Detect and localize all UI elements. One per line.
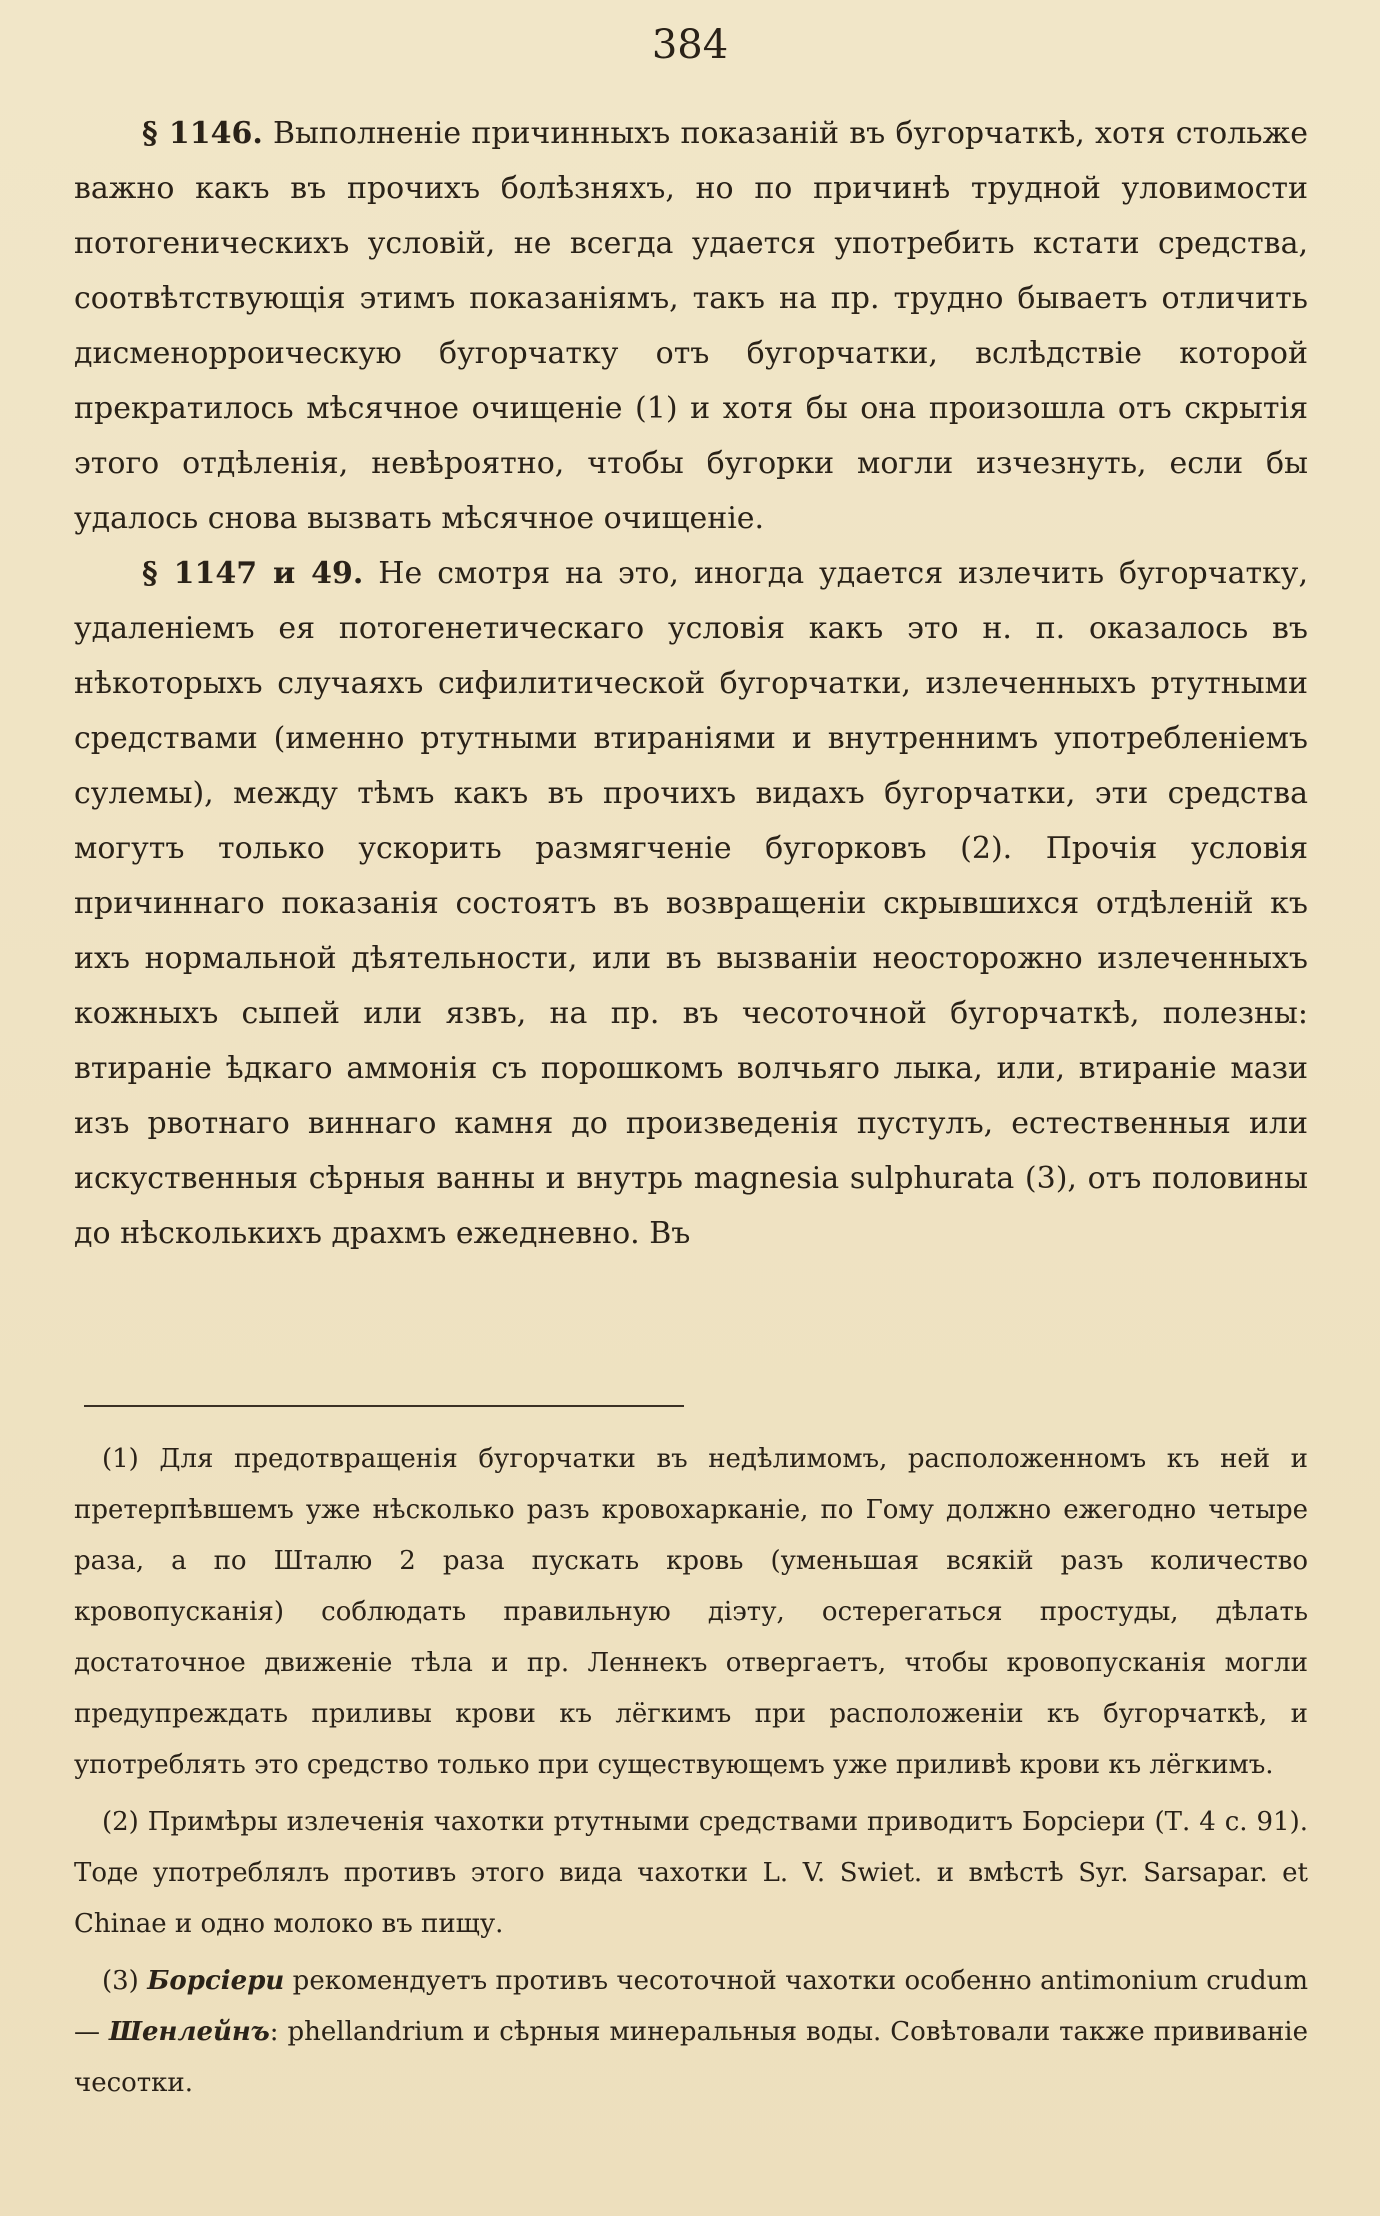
footnote-text: (3) (102, 1966, 148, 1996)
footnote-text: рекомендуетъ противъ чесоточной чахотки особенно antimonium crudum — (74, 1966, 1309, 2047)
paragraph-1147 (74, 546, 1308, 1261)
main-text (74, 106, 1308, 1261)
paragraph-text: Выполненіе причинныхъ показаній въ бугорчаткѣ, хотя стольже важно какъ въ прочихъ болѣзняхъ, но по причинѣ трудной уловимости потогеническихъ условій, не всегда удается употребить кстати средства, соотвѣтствующія этимъ показаніямъ, такъ на пр. трудно бываетъ отличить дисменорроическую бугорчатку отъ бугорчатки, вслѣдствіе которой прекратилось мѣсячное очищеніе (1) и хотя бы она произошла отъ скрытія этого отдѣленія, невѣроятно, чтобы бугорки могли изчезнуть, если бы удалось снова вызвать мѣсячное очищеніе. (74, 116, 1308, 536)
paragraph-1146 (74, 106, 1308, 546)
section-mark: § 1146. (142, 116, 263, 151)
footnote-divider (84, 1405, 684, 1407)
page-number: 384 (651, 22, 729, 68)
section-mark: § 1147 и 49. (142, 556, 364, 591)
paragraph-text: Не смотря на это, иногда удается излечить бугорчатку, удаленіемъ ея потогенетическаго условія какъ это н. п. оказалось въ нѣкоторыхъ случаяхъ сифилитической бугорчатки, излеченныхъ ртутными средствами (именно ртутными втираніями и внутреннимъ употребленіемъ сулемы), между тѣмъ какъ въ прочихъ видахъ бугорчатки, эти средства могутъ только ускорить размягченіе бугорковъ (2). Прочія условія причиннаго показанія состоятъ въ возвращеніи скрывшихся отдѣленій къ ихъ нормальной дѣятельности, или въ вызваніи неосторожно излеченныхъ кожныхъ сыпей или язвъ, на пр. въ чесоточной бугорчаткѣ, полезны: втираніе ѣдкаго аммонія съ порошкомъ волчьяго лыка, или, втираніе мази изъ рвотнаго виннаго камня до произведенія пустулъ, естественныя или искуственныя сѣрныя ванны и внутрь magnesia sulphurata (3), отъ половины до нѣсколькихъ драхмъ ежедневно. Въ (74, 556, 1308, 1251)
footnote-text: : phellandrium и сѣрныя минеральныя воды. Совѣтовали также прививаніе чесотки. (74, 2017, 1309, 2098)
footnote-3 (74, 1956, 1308, 2109)
footnote-2: (2) Примѣры излеченія чахотки ртутными средствами приводитъ Борсіери (Т. 4 с. 91). Тоде употреблялъ противъ этого вида чахотки L. V. Swiet. и вмѣстѣ Syr. Sarsapar. et Chinae и одно молоко въ пищу. (74, 1807, 1308, 1939)
author-name: Шенлейнъ (108, 2017, 270, 2047)
footnote-1: (1) Для предотвращенія бугорчатки въ недѣлимомъ, расположенномъ къ ней и претерпѣвшемъ уже нѣсколько разъ кровохарканіе, по Гому должно ежегодно четыре раза, а по Шталю 2 раза пускать кровь (уменьшая всякій разъ количество кровопусканія) соблюдать правильную діэту, остерегаться простуды, дѣлать достаточное движеніе тѣла и пр. Леннекъ отвергаетъ, чтобы кровопусканія могли предупреждать приливы крови къ лёгкимъ при расположеніи къ бугорчаткѣ, и употреблять это средство только при существующемъ уже приливѣ крови къ лёгкимъ. (74, 1444, 1308, 1780)
footnotes (74, 1434, 1308, 2109)
author-name: Борсіери (147, 1966, 285, 1996)
